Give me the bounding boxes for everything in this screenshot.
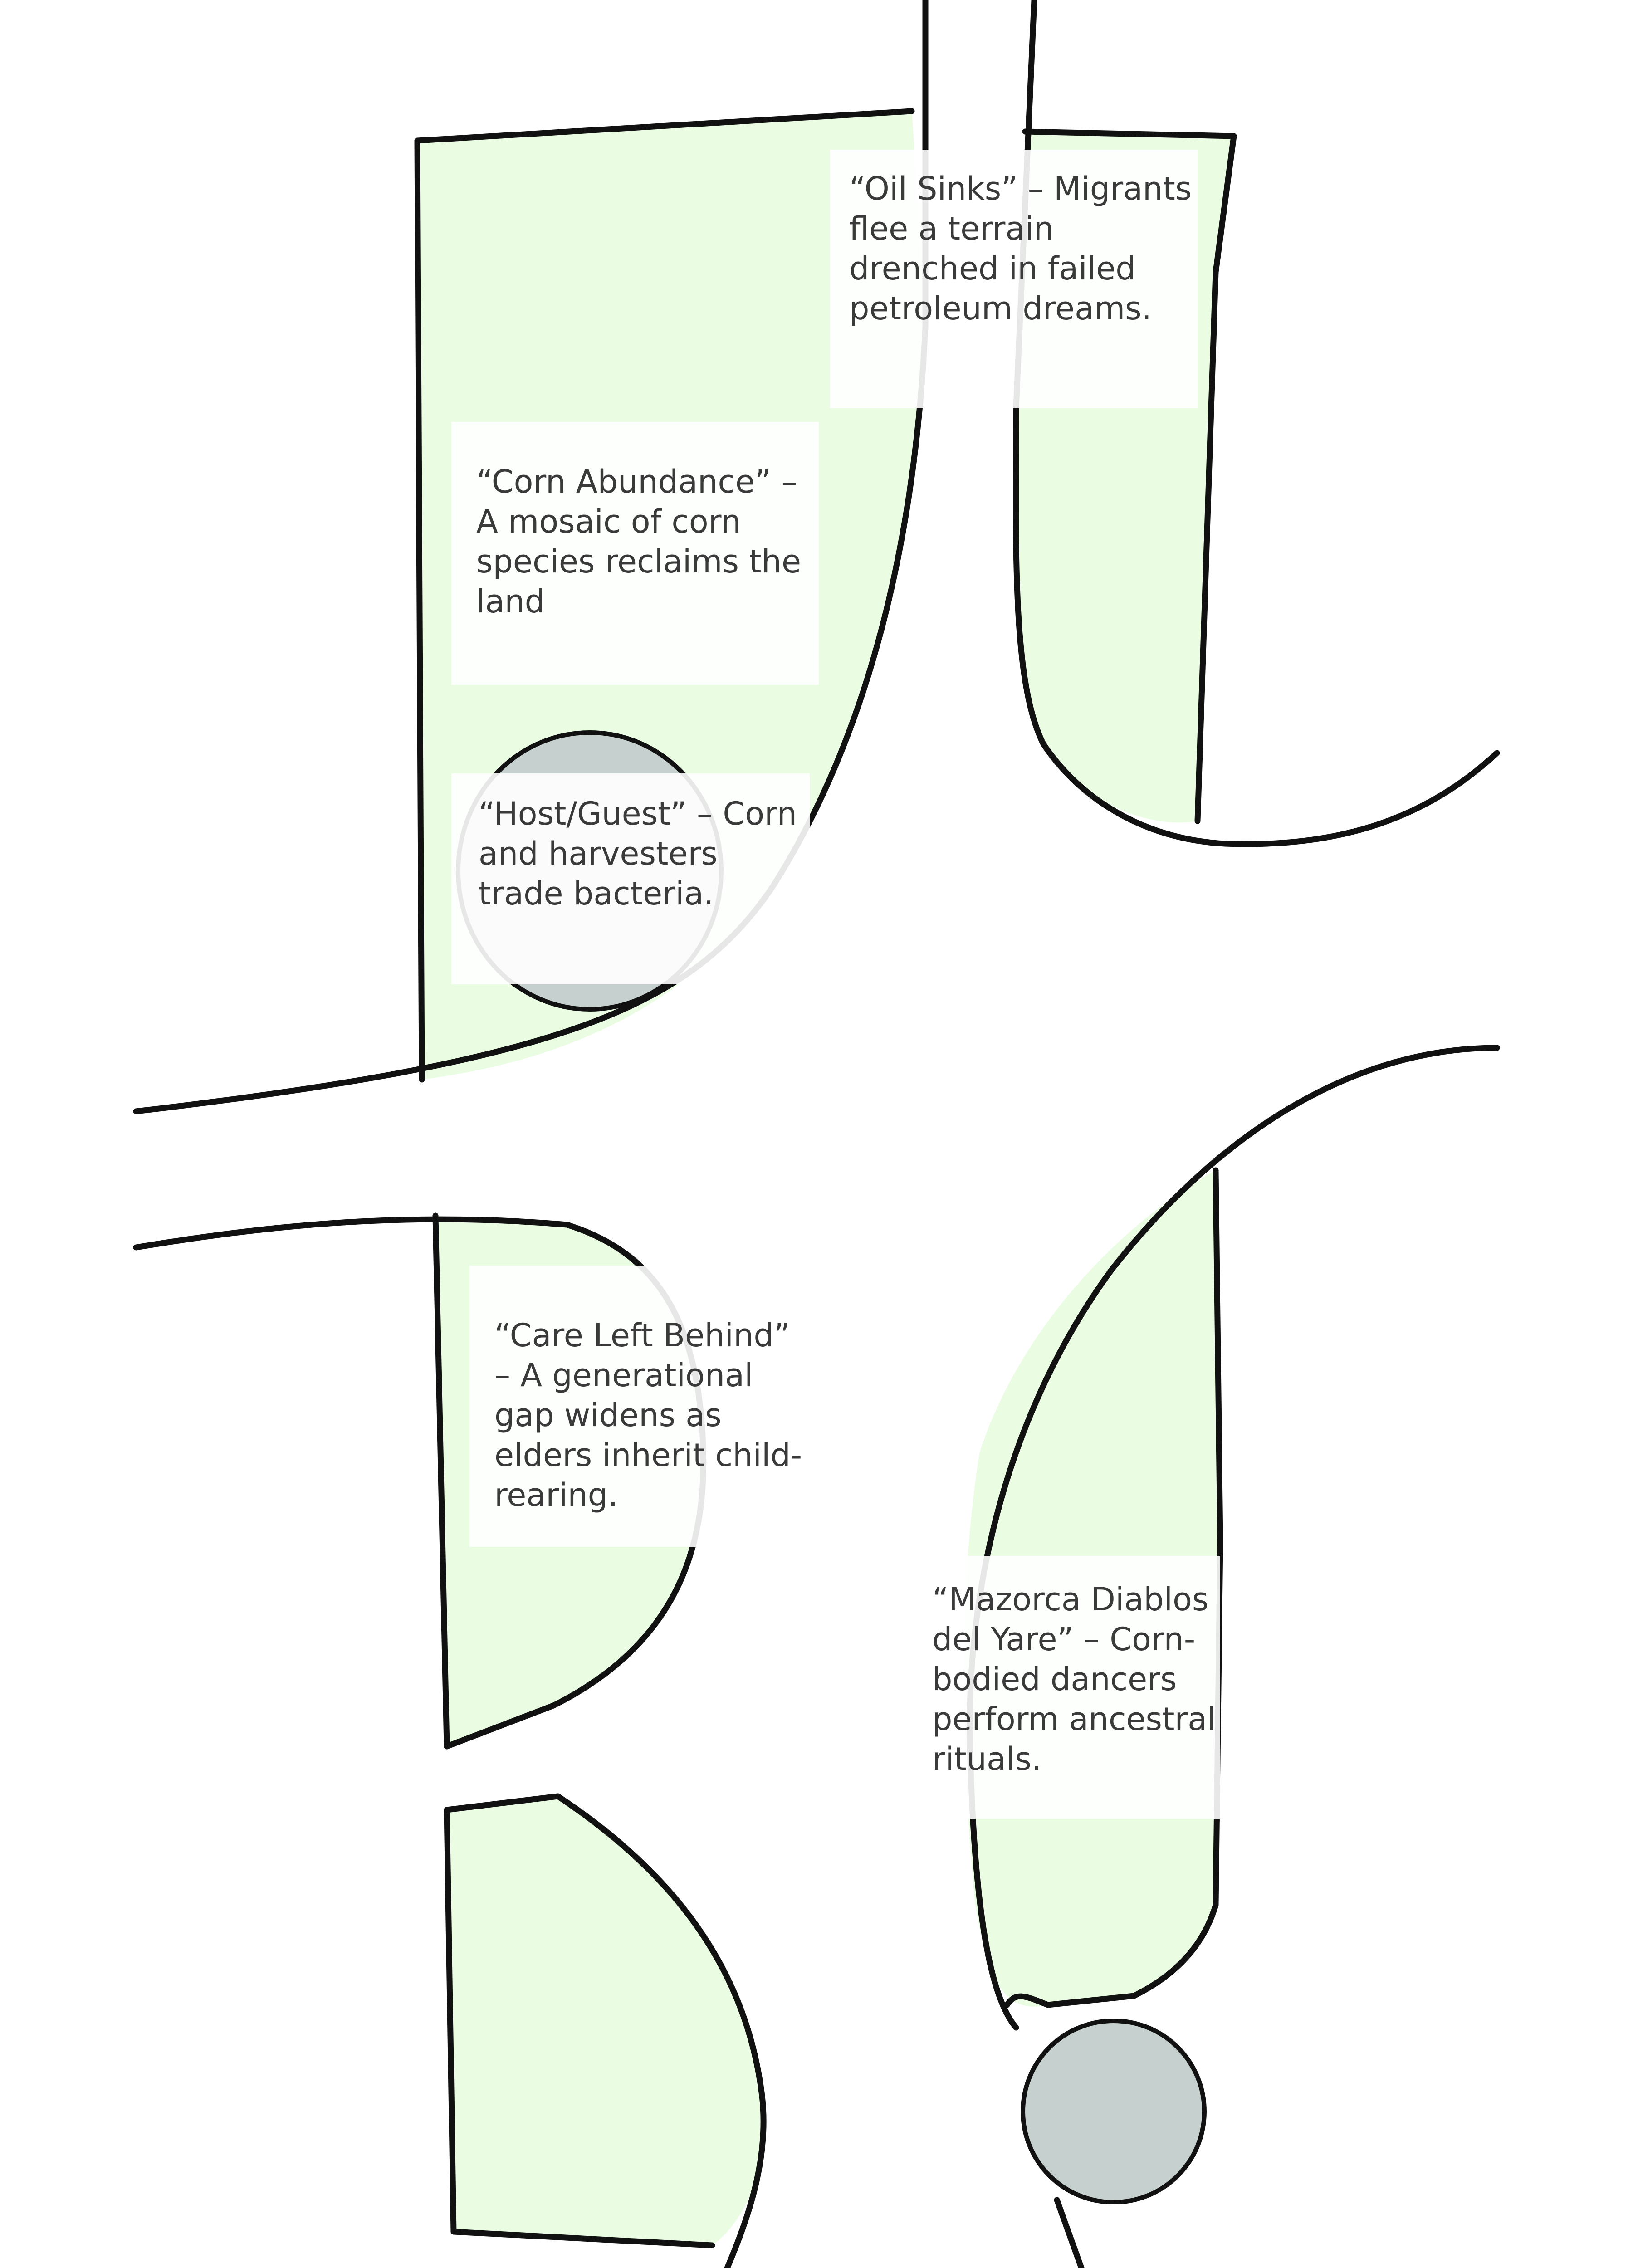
label-mazorca-text: “Mazorca Diablos del Yare” – Corn-bodied dancers perform ancestral rituals. <box>932 1581 1216 1778</box>
label-oil-sinks <box>830 150 1198 408</box>
region-lower-left-bottom <box>447 1796 764 2245</box>
label-host-guest <box>451 773 810 984</box>
label-corn-abundance <box>451 422 819 685</box>
outline-bottom-stem <box>1057 2200 1098 2268</box>
label-mazorca <box>907 1556 1220 1819</box>
grey-circle-bottom <box>1023 2021 1204 2202</box>
label-corn-abundance-text: “Corn Abundance” – A mosaic of corn species reclaims the land <box>476 463 802 620</box>
label-host-guest-text: “Host/Guest” – Corn and harvesters trade bacteria. <box>479 795 797 912</box>
label-care-left-behind <box>469 1266 803 1547</box>
label-oil-sinks-text: “Oil Sinks” – Migrants flee a terrain drenched in failed petroleum dreams. <box>849 170 1192 327</box>
label-care-left-behind-text: “Care Left Behind” – A generational gap widens as elders inherit child-rearing. <box>494 1317 802 1514</box>
